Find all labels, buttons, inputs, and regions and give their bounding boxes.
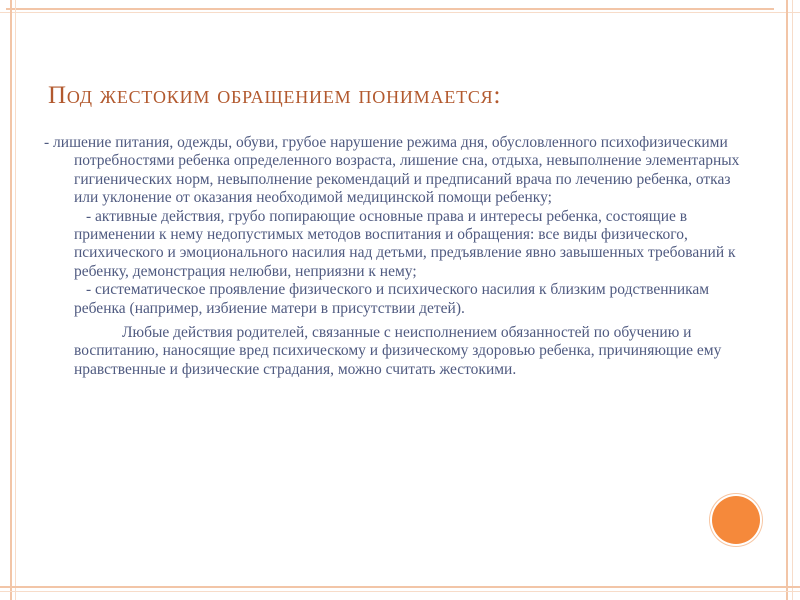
paragraph-neglect: - лишение питания, одежды, обуви, грубое нарушение режима дня, обусловленного психофизическими потребностями ребенка определенного возраста, лишение сна, отдыха, невыполнение элементарных гигиенических норм, невыполнение рекомендаций и предписаний врача по лечению ребенка, отказ или уклонение от оказания необходимой медицинской помощи ребенку; [44,134,740,207]
paragraph-active-actions: - активные действия, грубо попирающие основные права и интересы ребенка, состоящие в применении к нему недопустимых методов воспитания и обращения: все виды физического, психического и эмоционального насилия над детьми, предъявление явно завышенных требований к ребенку, демонстрация нелюбви, неприязни к нему; [74,207,736,280]
frame-line-bottom-inner [0,591,800,592]
frame-line-left [10,0,12,600]
frame-line-right [786,0,788,600]
frame-line-left-inner [15,0,16,600]
paragraph-systematic-violence: - систематическое проявление физического и психического насилия к близким родственникам ребенка (например, избиение матери в присутствии детей). [74,281,710,317]
slide-title: Под жестоким обращением понимается: [48,82,502,109]
frame-line-right-inner [792,0,793,600]
paragraph-conclusion: Любые действия родителей, связанные с неисполнением обязанностей по обучению и воспитанию, наносящие вред психическому и физическому здоровью ребенка, причиняющие ему нравственные и физические страдания, можно считать жестокими. [74,324,722,378]
frame-line-top-inner [0,12,800,13]
frame-line-bottom [0,586,800,588]
frame-line-top [6,8,774,10]
slide-body [44,134,744,379]
orange-circle-icon [712,496,760,544]
